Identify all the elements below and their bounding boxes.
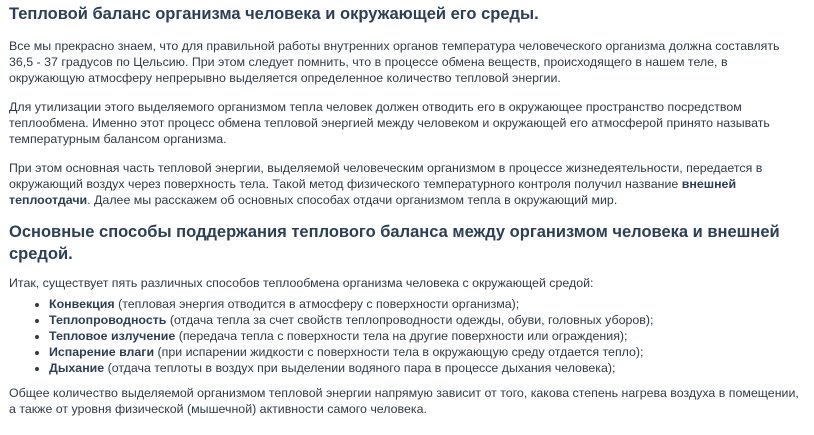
paragraph-heat-transfer — [9, 160, 804, 208]
method-description: (отдача тепла за счет свойств теплопроводности одежды, обуви, головных уборов); — [166, 313, 654, 327]
section-heading: Основные способы поддержания теплового баланса между организмом человека и внешней средой. — [9, 223, 780, 263]
method-description: (тепловая энергия отводится в атмосферу с поверхности организма); — [114, 297, 520, 311]
method-term: Дыхание — [49, 361, 105, 375]
list-item — [49, 360, 804, 376]
method-term: Конвекция — [49, 297, 115, 311]
page-title: Тепловой баланс организма человека и окружающей его среды. — [9, 5, 539, 23]
paragraph-text: . Далее мы расскажем об основных способах отдачи организмом тепла в окружающий мир. — [87, 193, 618, 207]
list-intro: Итак, существует пять различных способов теплообмена организма человека с окружающей средой: — [9, 276, 594, 290]
method-description: (отдача теплоты в воздух при выделении водяного пара в процессе дыхания человека); — [104, 361, 616, 375]
method-term: Испарение влаги — [49, 345, 155, 359]
method-term: Тепловое излучение — [49, 329, 176, 343]
method-description: (передача тепла с поверхности тела на другие поверхности или ограждения); — [175, 329, 628, 343]
paragraph-conclusion: Общее количество выделяемой организмом тепловой энергии напрямую зависит от того, какова степень нагрева воздуха в помещении, а также от уровня физической (мышечной) активности самого человека. — [9, 386, 799, 416]
list-item — [49, 328, 804, 344]
list-item — [49, 344, 804, 360]
method-term: Теплопроводность — [49, 313, 167, 327]
method-description: (при испарении жидкости с поверхности тела в окружающую среду отдается тепло); — [154, 345, 644, 359]
paragraph-text: При этом основная часть тепловой энергии, выделяемой человеческим организмом в процессе жизнедеятельности, передается в окружающий воздух через поверхность тела. Такой метод физического температурного контроля получил название — [9, 161, 763, 191]
list-item — [49, 312, 804, 328]
paragraph-intro: Все мы прекрасно знаем, что для правильной работы внутренних органов температура человеческого организма должна составлять 36,5 - 37 градусов по Цельсию. При этом следует помнить, что в процессе обмена веществ, происходящего в нашем теле, в окружающую атмосферу непрерывно выделяется определенное количество тепловой энергии. — [9, 39, 780, 85]
list-item — [49, 296, 804, 312]
paragraph-heat-exchange: Для утилизации этого выделяемого организмом тепла человек должен отводить его в окружающее пространство посредством теплообмена. Именно этот процесс обмена тепловой энергией между человеком и окружающей его атмосферой принято называть температурным балансом организма. — [9, 100, 770, 146]
methods-list — [9, 296, 804, 376]
bold-term: внешней теплоотдачи — [9, 177, 737, 207]
